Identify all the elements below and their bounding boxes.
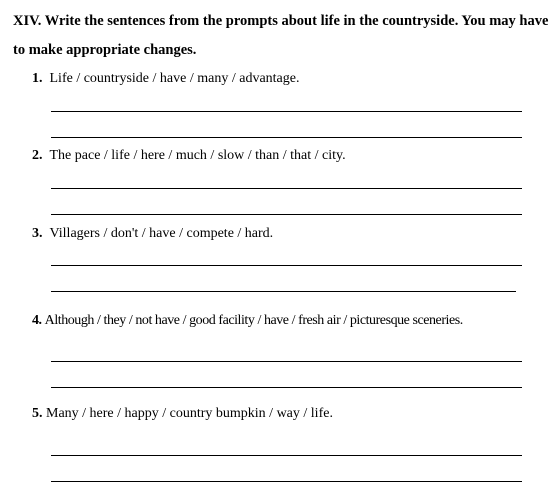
answer-line[interactable] <box>51 361 522 362</box>
answer-line[interactable] <box>51 291 516 292</box>
prompt-4 <box>32 312 463 330</box>
exercise-title: XIV. Write the sentences from the prompts about life in the countryside. You may have to make appropriate changes. <box>13 13 549 58</box>
answer-line[interactable] <box>51 455 522 456</box>
item-number: 1. <box>32 71 43 86</box>
prompt-2 <box>32 147 346 165</box>
item-number: 5. <box>32 406 43 421</box>
prompt-text: Life / countryside / have / many / advantage. <box>49 71 300 86</box>
answer-line[interactable] <box>51 111 522 112</box>
answer-line[interactable] <box>51 387 522 388</box>
prompt-text: Many / here / happy / country bumpkin / way / life. <box>46 406 333 421</box>
prompt-1 <box>32 70 299 88</box>
prompt-text: Villagers / don't / have / compete / hard. <box>49 226 274 241</box>
prompt-text: The pace / life / here / much / slow / than / that / city. <box>49 148 346 163</box>
answer-line[interactable] <box>51 214 522 215</box>
answer-line[interactable] <box>51 265 522 266</box>
item-number: 2. <box>32 148 43 163</box>
answer-line[interactable] <box>51 481 522 482</box>
item-number: 3. <box>32 226 43 241</box>
prompt-text: Although / they / not have / good facility / have / fresh air / picturesque sceneries. <box>44 313 463 328</box>
prompt-3 <box>32 225 273 243</box>
answer-line[interactable] <box>51 188 522 189</box>
item-number: 4. <box>32 313 42 328</box>
answer-line[interactable] <box>51 137 522 138</box>
prompt-5 <box>32 405 333 423</box>
